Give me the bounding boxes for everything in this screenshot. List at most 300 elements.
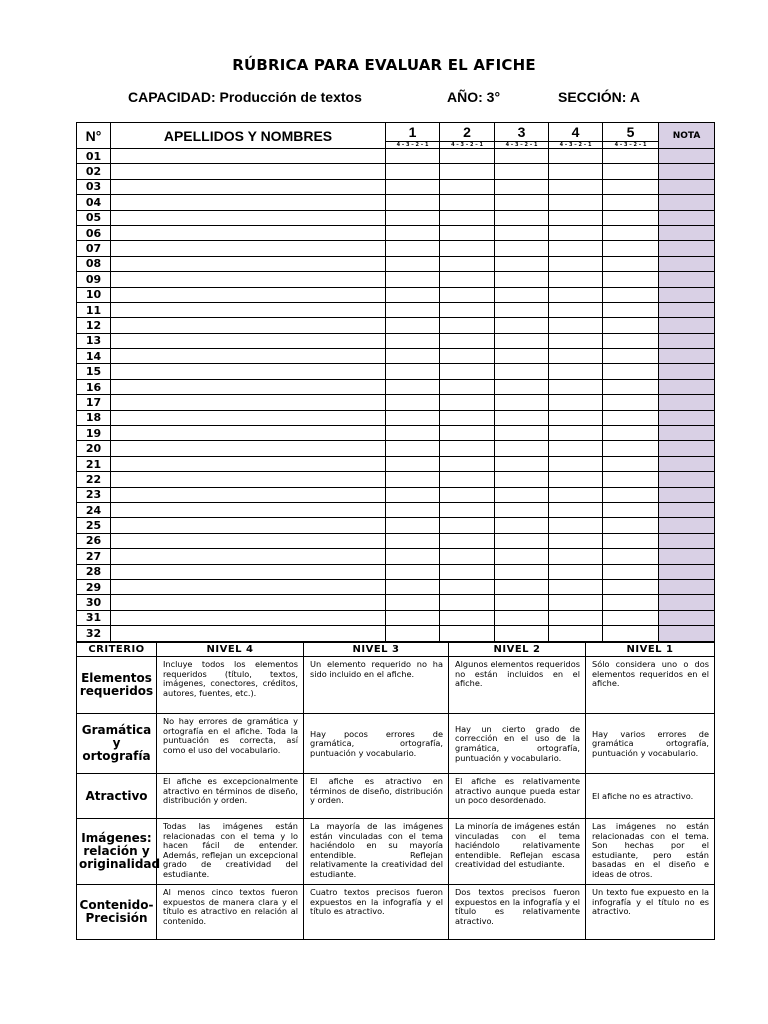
score-cell[interactable] <box>495 195 549 210</box>
score-cell[interactable] <box>603 626 659 641</box>
student-row <box>77 195 715 210</box>
nota-cell[interactable] <box>659 179 715 194</box>
score-cell[interactable] <box>386 626 440 641</box>
score-cell[interactable] <box>495 149 549 164</box>
score-cell[interactable] <box>386 502 440 517</box>
score-cell[interactable] <box>495 626 549 641</box>
score-cell[interactable] <box>440 333 495 348</box>
nota-cell[interactable] <box>659 518 715 533</box>
rubric-header-criterio: CRITERIO <box>77 643 157 657</box>
score-cell[interactable] <box>386 533 440 548</box>
level-description: La minoría de imágenes están vinculadas con el tema haciéndolo relativamente entendible. Reflejan escasa creatividad del estudiante. <box>449 819 586 885</box>
score-cell[interactable] <box>440 179 495 194</box>
score-cell[interactable] <box>549 518 603 533</box>
score-cell[interactable] <box>386 195 440 210</box>
score-cell[interactable] <box>386 441 440 456</box>
score-cell[interactable] <box>603 456 659 471</box>
score-cell[interactable] <box>495 472 549 487</box>
nota-cell[interactable] <box>659 626 715 641</box>
row-number: 29 <box>77 579 111 594</box>
score-cell[interactable] <box>603 610 659 625</box>
student-row <box>77 395 715 410</box>
score-cell[interactable] <box>495 287 549 302</box>
score-cell[interactable] <box>603 487 659 502</box>
student-row <box>77 241 715 256</box>
student-row <box>77 210 715 225</box>
capacidad-label: CAPACIDAD: Producción de textos <box>128 89 362 105</box>
row-number: 30 <box>77 595 111 610</box>
row-number: 05 <box>77 210 111 225</box>
nota-cell[interactable] <box>659 579 715 594</box>
score-cell[interactable] <box>440 287 495 302</box>
score-cell[interactable] <box>440 318 495 333</box>
score-cell[interactable] <box>549 225 603 240</box>
score-cell[interactable] <box>495 502 549 517</box>
score-cell[interactable] <box>386 610 440 625</box>
nota-cell[interactable] <box>659 318 715 333</box>
score-cell[interactable] <box>386 272 440 287</box>
score-cell[interactable] <box>386 302 440 317</box>
score-cell[interactable] <box>386 210 440 225</box>
score-cell[interactable] <box>603 364 659 379</box>
score-cell[interactable] <box>440 518 495 533</box>
score-cell[interactable] <box>495 256 549 271</box>
nota-cell[interactable] <box>659 241 715 256</box>
score-cell[interactable] <box>549 287 603 302</box>
row-number: 15 <box>77 364 111 379</box>
score-cell[interactable] <box>549 256 603 271</box>
score-cell[interactable] <box>495 225 549 240</box>
score-cell[interactable] <box>495 456 549 471</box>
student-name-cell[interactable] <box>111 595 386 610</box>
score-cell[interactable] <box>440 364 495 379</box>
score-cell[interactable] <box>495 272 549 287</box>
rubric-header-nivel-1: NIVEL 1 <box>586 643 715 657</box>
student-name-cell[interactable] <box>111 564 386 579</box>
score-cell[interactable] <box>386 487 440 502</box>
student-name-cell[interactable] <box>111 364 386 379</box>
score-cell[interactable] <box>440 302 495 317</box>
score-cell[interactable] <box>440 426 495 441</box>
score-cell[interactable] <box>495 533 549 548</box>
score-cell[interactable] <box>440 379 495 394</box>
score-cell[interactable] <box>495 441 549 456</box>
student-row <box>77 379 715 394</box>
student-name-cell[interactable] <box>111 487 386 502</box>
student-name-cell[interactable] <box>111 149 386 164</box>
student-name-cell[interactable] <box>111 533 386 548</box>
nota-cell[interactable] <box>659 195 715 210</box>
student-name-cell[interactable] <box>111 395 386 410</box>
nota-cell[interactable] <box>659 441 715 456</box>
student-name-cell[interactable] <box>111 241 386 256</box>
score-cell[interactable] <box>495 210 549 225</box>
score-cell[interactable] <box>549 487 603 502</box>
score-cell[interactable] <box>386 364 440 379</box>
nota-cell[interactable] <box>659 610 715 625</box>
score-cell[interactable] <box>495 349 549 364</box>
score-cell[interactable] <box>603 318 659 333</box>
level-description: Cuatro textos precisos fueron expuestos en la infografía y el título es atractivo. <box>304 885 449 940</box>
score-cell[interactable] <box>549 472 603 487</box>
score-cell[interactable] <box>603 410 659 425</box>
score-cell[interactable] <box>603 195 659 210</box>
level-description: Hay un cierto grado de corrección en el uso de la gramática, ortografía, puntuación y vocabulario. <box>449 714 586 774</box>
score-cell[interactable] <box>386 564 440 579</box>
nota-cell[interactable] <box>659 456 715 471</box>
score-cell[interactable] <box>440 256 495 271</box>
student-row <box>77 318 715 333</box>
row-number: 14 <box>77 349 111 364</box>
score-cell[interactable] <box>495 579 549 594</box>
score-cell[interactable] <box>495 549 549 564</box>
row-number: 16 <box>77 379 111 394</box>
score-cell[interactable] <box>603 302 659 317</box>
score-cell[interactable] <box>440 410 495 425</box>
score-cell[interactable] <box>440 349 495 364</box>
student-name-cell[interactable] <box>111 579 386 594</box>
student-name-cell[interactable] <box>111 349 386 364</box>
nota-cell[interactable] <box>659 349 715 364</box>
score-cell[interactable] <box>495 487 549 502</box>
score-cell[interactable] <box>386 149 440 164</box>
nota-cell[interactable] <box>659 287 715 302</box>
student-name-cell[interactable] <box>111 225 386 240</box>
score-cell[interactable] <box>603 256 659 271</box>
score-cell[interactable] <box>495 518 549 533</box>
score-cell[interactable] <box>386 472 440 487</box>
page-title: RÚBRICA PARA EVALUAR EL AFICHE <box>232 56 536 74</box>
score-cell[interactable] <box>386 287 440 302</box>
nota-cell[interactable] <box>659 333 715 348</box>
score-cell[interactable] <box>386 579 440 594</box>
nota-cell[interactable] <box>659 472 715 487</box>
student-row <box>77 272 715 287</box>
student-name-cell[interactable] <box>111 441 386 456</box>
row-number: 11 <box>77 302 111 317</box>
score-cell[interactable] <box>440 595 495 610</box>
nota-cell[interactable] <box>659 256 715 271</box>
score-cell[interactable] <box>603 333 659 348</box>
student-row <box>77 441 715 456</box>
row-number: 22 <box>77 472 111 487</box>
student-name-cell[interactable] <box>111 379 386 394</box>
score-cell[interactable] <box>549 179 603 194</box>
score-cell[interactable] <box>440 395 495 410</box>
score-cell[interactable] <box>549 333 603 348</box>
score-cell[interactable] <box>603 395 659 410</box>
criterion-2-header: 2 <box>440 123 495 142</box>
score-cell[interactable] <box>603 441 659 456</box>
score-cell[interactable] <box>603 210 659 225</box>
student-name-cell[interactable] <box>111 256 386 271</box>
score-cell[interactable] <box>440 472 495 487</box>
level-description: Un texto fue expuesto en la infografía y el título no es atractivo. <box>586 885 715 940</box>
rubric-row <box>77 774 715 819</box>
score-cell[interactable] <box>549 241 603 256</box>
score-cell[interactable] <box>549 502 603 517</box>
score-cell[interactable] <box>603 272 659 287</box>
student-row <box>77 518 715 533</box>
nota-cell[interactable] <box>659 210 715 225</box>
student-name-cell[interactable] <box>111 610 386 625</box>
level-description: Al menos cinco textos fueron expuestos de manera clara y el título es atractivo en relación al contenido. <box>157 885 304 940</box>
row-number: 19 <box>77 426 111 441</box>
score-cell[interactable] <box>603 349 659 364</box>
score-cell[interactable] <box>440 502 495 517</box>
score-cell[interactable] <box>549 164 603 179</box>
student-row <box>77 333 715 348</box>
row-number: 17 <box>77 395 111 410</box>
nota-cell[interactable] <box>659 487 715 502</box>
rubric-header-nivel-3: NIVEL 3 <box>304 643 449 657</box>
row-number: 25 <box>77 518 111 533</box>
row-number: 10 <box>77 287 111 302</box>
row-number: 09 <box>77 272 111 287</box>
nota-cell[interactable] <box>659 502 715 517</box>
score-cell[interactable] <box>386 518 440 533</box>
nota-cell[interactable] <box>659 595 715 610</box>
student-row <box>77 579 715 594</box>
score-cell[interactable] <box>386 241 440 256</box>
score-cell[interactable] <box>440 533 495 548</box>
criterion-3-header: 3 <box>495 123 549 142</box>
score-cell[interactable] <box>386 318 440 333</box>
nota-cell[interactable] <box>659 410 715 425</box>
score-cell[interactable] <box>603 564 659 579</box>
score-cell[interactable] <box>386 456 440 471</box>
student-row <box>77 225 715 240</box>
student-row <box>77 410 715 425</box>
score-cell[interactable] <box>603 287 659 302</box>
score-cell[interactable] <box>495 379 549 394</box>
student-row <box>77 179 715 194</box>
score-cell[interactable] <box>440 626 495 641</box>
score-cell[interactable] <box>386 164 440 179</box>
score-cell[interactable] <box>603 225 659 240</box>
student-name-cell[interactable] <box>111 195 386 210</box>
score-cell[interactable] <box>495 426 549 441</box>
score-cell[interactable] <box>386 256 440 271</box>
score-cell[interactable] <box>440 579 495 594</box>
score-cell[interactable] <box>549 395 603 410</box>
score-cell[interactable] <box>495 410 549 425</box>
rubric-row <box>77 714 715 774</box>
score-cell[interactable] <box>549 364 603 379</box>
score-cell[interactable] <box>549 318 603 333</box>
row-number: 03 <box>77 179 111 194</box>
student-row <box>77 626 715 641</box>
score-cell[interactable] <box>495 179 549 194</box>
score-cell[interactable] <box>440 164 495 179</box>
level-description: Sólo considera uno o dos elementos requeridos en el afiche. <box>586 657 715 714</box>
score-cell[interactable] <box>495 395 549 410</box>
scale-label: 4 – 3 – 2 – 1 <box>440 142 495 149</box>
score-cell[interactable] <box>549 302 603 317</box>
student-row <box>77 426 715 441</box>
level-description: Dos textos precisos fueron expuestos en la infografía y el título es relativamente atractivo. <box>449 885 586 940</box>
score-cell[interactable] <box>549 595 603 610</box>
row-number: 13 <box>77 333 111 348</box>
col-names-header: APELLIDOS Y NOMBRES <box>111 123 386 149</box>
level-description: Hay varios errores de gramática ortografía, puntuación y vocabulario. <box>586 714 715 774</box>
score-cell[interactable] <box>549 610 603 625</box>
score-cell[interactable] <box>603 149 659 164</box>
score-cell[interactable] <box>603 502 659 517</box>
row-number: 07 <box>77 241 111 256</box>
score-cell[interactable] <box>440 272 495 287</box>
rubric-body <box>77 657 715 940</box>
row-number: 23 <box>77 487 111 502</box>
student-row <box>77 349 715 364</box>
score-cell[interactable] <box>549 564 603 579</box>
student-name-cell[interactable] <box>111 302 386 317</box>
score-cell[interactable] <box>440 210 495 225</box>
student-name-cell[interactable] <box>111 179 386 194</box>
score-cell[interactable] <box>440 564 495 579</box>
nota-cell[interactable] <box>659 302 715 317</box>
score-cell[interactable] <box>495 333 549 348</box>
nota-cell[interactable] <box>659 272 715 287</box>
score-cell[interactable] <box>495 318 549 333</box>
score-cell[interactable] <box>495 364 549 379</box>
nota-cell[interactable] <box>659 564 715 579</box>
score-cell[interactable] <box>495 302 549 317</box>
score-cell[interactable] <box>495 241 549 256</box>
level-description: Incluye todos los elementos requeridos (título, textos, imágenes, conectores, créditos, autores, fuentes, etc.). <box>157 657 304 714</box>
row-number: 06 <box>77 225 111 240</box>
col-nota-header: NOTA <box>659 123 715 149</box>
rubric-header-nivel-4: NIVEL 4 <box>157 643 304 657</box>
scale-label: 4 – 3 – 2 – 1 <box>603 142 659 149</box>
student-name-cell[interactable] <box>111 210 386 225</box>
score-cell[interactable] <box>386 595 440 610</box>
rubric-row <box>77 657 715 714</box>
score-cell[interactable] <box>549 533 603 548</box>
score-cell[interactable] <box>603 179 659 194</box>
row-number: 31 <box>77 610 111 625</box>
score-cell[interactable] <box>495 610 549 625</box>
score-cell[interactable] <box>549 272 603 287</box>
score-cell[interactable] <box>440 549 495 564</box>
score-cell[interactable] <box>386 225 440 240</box>
student-row <box>77 364 715 379</box>
score-cell[interactable] <box>440 149 495 164</box>
score-cell[interactable] <box>440 610 495 625</box>
row-number: 12 <box>77 318 111 333</box>
score-cell[interactable] <box>603 472 659 487</box>
score-cell[interactable] <box>495 595 549 610</box>
grid-body <box>77 149 715 642</box>
criterion-4-header: 4 <box>549 123 603 142</box>
score-cell[interactable] <box>386 379 440 394</box>
score-cell[interactable] <box>386 349 440 364</box>
student-row <box>77 533 715 548</box>
score-cell[interactable] <box>440 441 495 456</box>
student-name-cell[interactable] <box>111 410 386 425</box>
score-cell[interactable] <box>549 579 603 594</box>
student-name-cell[interactable] <box>111 318 386 333</box>
score-cell[interactable] <box>549 349 603 364</box>
score-cell[interactable] <box>603 379 659 394</box>
score-cell[interactable] <box>440 487 495 502</box>
student-name-cell[interactable] <box>111 426 386 441</box>
score-cell[interactable] <box>603 426 659 441</box>
nota-cell[interactable] <box>659 149 715 164</box>
score-cell[interactable] <box>603 241 659 256</box>
score-cell[interactable] <box>603 549 659 564</box>
student-name-cell[interactable] <box>111 287 386 302</box>
score-cell[interactable] <box>549 549 603 564</box>
score-cell[interactable] <box>549 149 603 164</box>
score-cell[interactable] <box>440 195 495 210</box>
score-cell[interactable] <box>603 595 659 610</box>
score-cell[interactable] <box>549 441 603 456</box>
score-cell[interactable] <box>440 456 495 471</box>
student-name-cell[interactable] <box>111 272 386 287</box>
row-number: 04 <box>77 195 111 210</box>
score-cell[interactable] <box>386 410 440 425</box>
student-name-cell[interactable] <box>111 333 386 348</box>
student-row <box>77 564 715 579</box>
student-name-cell[interactable] <box>111 549 386 564</box>
student-name-cell[interactable] <box>111 502 386 517</box>
score-cell[interactable] <box>386 549 440 564</box>
seccion-label: SECCIÓN: A <box>558 89 640 105</box>
nota-cell[interactable] <box>659 379 715 394</box>
nota-cell[interactable] <box>659 164 715 179</box>
score-cell[interactable] <box>440 225 495 240</box>
criterion-name: Elementos requeridos <box>77 657 157 714</box>
score-cell[interactable] <box>603 164 659 179</box>
score-cell[interactable] <box>549 195 603 210</box>
nota-cell[interactable] <box>659 426 715 441</box>
score-cell[interactable] <box>603 579 659 594</box>
score-cell[interactable] <box>386 426 440 441</box>
nota-cell[interactable] <box>659 225 715 240</box>
score-cell[interactable] <box>549 410 603 425</box>
nota-cell[interactable] <box>659 395 715 410</box>
student-name-cell[interactable] <box>111 626 386 641</box>
level-description: No hay errores de gramática y ortografía en el afiche. Toda la puntuación es correcta, así como el uso del vocabulario. <box>157 714 304 774</box>
score-cell[interactable] <box>386 395 440 410</box>
score-cell[interactable] <box>549 626 603 641</box>
nota-cell[interactable] <box>659 533 715 548</box>
score-cell[interactable] <box>549 456 603 471</box>
student-name-cell[interactable] <box>111 472 386 487</box>
level-description: Algunos elementos requeridos no están incluidos en el afiche. <box>449 657 586 714</box>
score-cell[interactable] <box>386 333 440 348</box>
student-row <box>77 287 715 302</box>
score-cell[interactable] <box>549 210 603 225</box>
student-name-cell[interactable] <box>111 456 386 471</box>
score-cell[interactable] <box>495 564 549 579</box>
student-row <box>77 610 715 625</box>
score-cell[interactable] <box>549 379 603 394</box>
score-cell[interactable] <box>603 518 659 533</box>
score-cell[interactable] <box>440 241 495 256</box>
score-cell[interactable] <box>386 179 440 194</box>
student-name-cell[interactable] <box>111 518 386 533</box>
nota-cell[interactable] <box>659 549 715 564</box>
score-cell[interactable] <box>495 164 549 179</box>
level-description: El afiche es excepcionalmente atractivo en términos de diseño, distribución y orden. <box>157 774 304 819</box>
score-cell[interactable] <box>603 533 659 548</box>
student-name-cell[interactable] <box>111 164 386 179</box>
nota-cell[interactable] <box>659 364 715 379</box>
row-number: 26 <box>77 533 111 548</box>
score-cell[interactable] <box>549 426 603 441</box>
